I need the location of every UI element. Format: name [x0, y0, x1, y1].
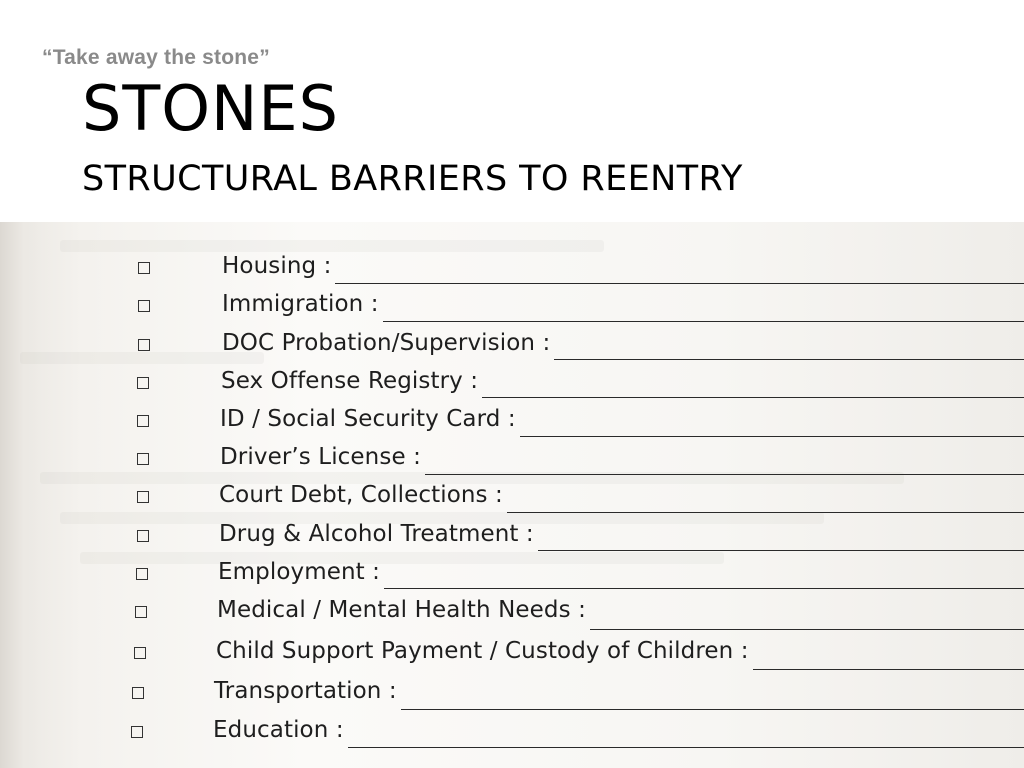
answer-line[interactable]: [590, 629, 1024, 630]
checkbox[interactable]: [135, 606, 147, 618]
checklist-label: Drug & Alcohol Treatment :: [219, 521, 534, 547]
answer-line[interactable]: [384, 588, 1024, 589]
checklist-label: Child Support Payment / Custody of Children :: [216, 638, 749, 664]
page-subtitle: STRUCTURAL BARRIERS TO REENTRY: [82, 159, 743, 199]
checkbox[interactable]: [137, 415, 149, 427]
answer-line[interactable]: [507, 512, 1024, 513]
answer-line[interactable]: [520, 436, 1024, 437]
checkbox[interactable]: [131, 726, 143, 738]
answer-line[interactable]: [482, 397, 1024, 398]
checkbox[interactable]: [138, 262, 150, 274]
answer-line[interactable]: [383, 321, 1024, 322]
answer-line[interactable]: [401, 709, 1024, 710]
answer-line[interactable]: [753, 669, 1024, 670]
answer-line[interactable]: [335, 283, 1024, 284]
checkbox[interactable]: [132, 687, 144, 699]
checklist-label: Sex Offense Registry :: [221, 368, 479, 394]
checklist-label: Education :: [213, 717, 344, 743]
checklist-label: Medical / Mental Health Needs :: [217, 597, 586, 623]
answer-line[interactable]: [538, 550, 1024, 551]
checkbox[interactable]: [134, 647, 146, 659]
bleed-through-text: [60, 240, 604, 252]
bleed-through-text: [80, 552, 724, 564]
checklist-label: Court Debt, Collections :: [219, 482, 503, 508]
checklist-label: Housing :: [222, 253, 332, 279]
checklist-label: Transportation :: [214, 678, 397, 704]
checkbox[interactable]: [138, 300, 150, 312]
checkbox[interactable]: [138, 339, 150, 351]
checkbox[interactable]: [137, 377, 149, 389]
answer-line[interactable]: [348, 747, 1024, 748]
checkbox[interactable]: [137, 530, 149, 542]
checklist-label: Immigration :: [222, 291, 379, 317]
page-title: STONES: [82, 72, 339, 145]
checklist-label: DOC Probation/Supervision :: [222, 330, 551, 356]
worksheet-photo: [0, 222, 1024, 768]
checklist-label: ID / Social Security Card :: [220, 406, 516, 432]
checklist-label: Driver’s License :: [220, 444, 421, 470]
checkbox[interactable]: [137, 453, 149, 465]
quote-text: “Take away the stone”: [42, 46, 270, 69]
answer-line[interactable]: [425, 474, 1024, 475]
checkbox[interactable]: [136, 568, 148, 580]
paper-edge-shadow: [0, 222, 40, 768]
answer-line[interactable]: [554, 359, 1024, 360]
checklist-label: Employment :: [218, 559, 381, 585]
checkbox[interactable]: [137, 491, 149, 503]
